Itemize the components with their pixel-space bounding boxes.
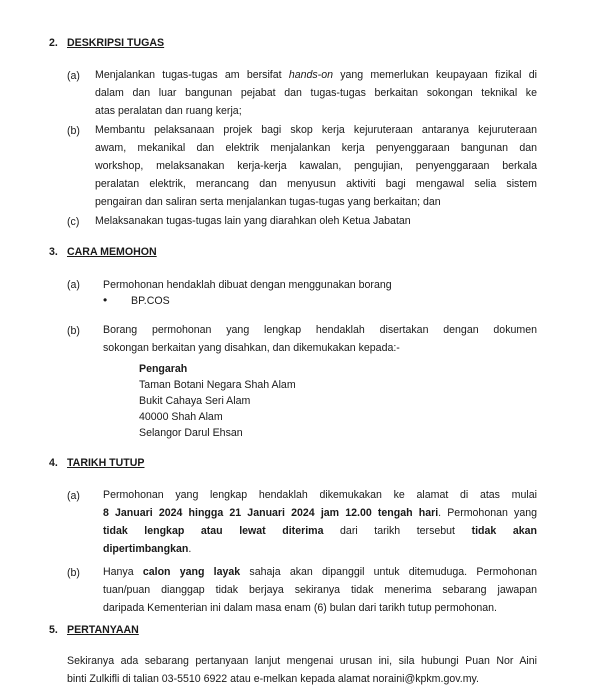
section-number: 3. <box>49 246 58 258</box>
bold-text: tidak lengkap atau lewat diterima <box>103 525 324 537</box>
text-line: awam, mekanikal dan elektrik menjalankan kerja penyenggaraan bangunan dan <box>95 142 537 154</box>
address-recipient: Pengarah <box>139 363 188 375</box>
text-line: Borang permohonan yang lengkap hendaklah disertakan dengan dokumen <box>103 324 537 336</box>
item-label: (b) <box>67 567 80 579</box>
text-line: pengairan dan saliran serta menjalankan tugas-tugas yang berkaitan; dan <box>95 196 441 208</box>
text-line: binti Zulkifli di talian 03-5510 6922 atau e-melkan kepada alamat noraini@kpkm.gov.my. <box>67 673 479 685</box>
text-line <box>103 563 537 581</box>
text-line: dalam dan luar bangunan pejabat dan tugas-tugas berkaitan sokongan teknikal ke <box>95 87 537 99</box>
text-span: . Permohonan yang <box>438 507 537 519</box>
item-text: Permohonan hendaklah dibuat dengan menggunakan borang <box>103 279 392 291</box>
bold-text: tidak akan <box>471 525 537 537</box>
text-span: Hanya <box>103 566 143 578</box>
text-line: atas peralatan dan ruang kerja; <box>95 105 242 117</box>
text-span: . <box>188 543 192 555</box>
bold-text: calon yang layak <box>142 566 241 578</box>
section-number: 5. <box>49 624 58 636</box>
text-span: Menjalankan tugas-tugas am bersifat <box>95 69 289 81</box>
text-line <box>103 504 537 522</box>
text-line: Membantu pelaksanaan projek bagi skop kerja kejuruteraan antaranya kejuruteraan <box>95 124 537 136</box>
form-name: BP.COS <box>131 295 170 307</box>
item-text <box>95 66 537 120</box>
text-span: sahaja akan dipanggil untuk ditemuduga. Permohonan <box>240 566 537 578</box>
text-line: peralatan elektrik, merancang dan menyusun aktiviti bagi mengawal selia sistem <box>95 178 537 190</box>
text-line: sokongan berkaitan yang disahkan, dan dikemukakan kepada:- <box>103 342 400 354</box>
section-title: CARA MEMOHON <box>67 246 157 258</box>
text-line: workshop, melaksanakan kerja-kerja kawalan, pengujian, penyenggaraan berkala <box>95 160 537 172</box>
address-line: Bukit Cahaya Seri Alam <box>139 395 251 407</box>
bullet-icon: • <box>103 293 108 307</box>
item-text <box>103 563 537 617</box>
text-line: daripada Kementerian ini dalam masa enam (6) bulan dari tarikh tutup permohonan. <box>103 602 497 614</box>
section-number: 2. <box>49 37 58 49</box>
item-label: (a) <box>67 70 80 82</box>
text-span: dari tarikh tersebut <box>323 525 472 537</box>
text-line: Sekiranya ada sebarang pertanyaan lanjut mengenai urusan ini, sila hubungi Puan Nor Aini <box>67 655 537 667</box>
text-line <box>103 522 537 540</box>
emphasis-text: hands-on <box>288 69 333 81</box>
address-block <box>139 361 296 441</box>
item-label: (b) <box>67 325 80 337</box>
item-label: (b) <box>67 125 80 137</box>
item-text <box>103 321 537 357</box>
item-text <box>95 121 537 211</box>
section-number: 4. <box>49 457 58 469</box>
item-text <box>103 486 537 558</box>
text-line <box>103 540 537 558</box>
closing-date: 8 Januari 2024 hingga 21 Januari 2024 jam 12.00 tengah hari <box>103 507 439 519</box>
address-line: 40000 Shah Alam <box>139 411 223 423</box>
text-line: Permohonan yang lengkap hendaklah dikemukakan ke alamat di atas mulai <box>103 489 537 501</box>
section-title: PERTANYAAN <box>67 624 139 636</box>
item-label: (c) <box>67 216 80 228</box>
item-label: (a) <box>67 490 80 502</box>
text-line <box>95 66 537 84</box>
text-line: Melaksanakan tugas-tugas lain yang diarahkan oleh Ketua Jabatan <box>95 215 411 227</box>
section-title: TARIKH TUTUP <box>67 457 145 469</box>
section-title: DESKRIPSI TUGAS <box>67 37 165 49</box>
text-line: tuan/puan dianggap tidak berjaya sekiranya tidak menerima sebarang jawapan <box>103 584 537 596</box>
address-line: Taman Botani Negara Shah Alam <box>139 379 296 391</box>
text-span: yang memerlukan keupayaan fizikal di <box>333 69 537 81</box>
address-line: Selangor Darul Ehsan <box>139 427 243 439</box>
item-label: (a) <box>67 279 80 291</box>
item-text <box>95 212 537 230</box>
contact-text <box>67 652 537 688</box>
bold-text: dipertimbangkan <box>103 543 189 555</box>
